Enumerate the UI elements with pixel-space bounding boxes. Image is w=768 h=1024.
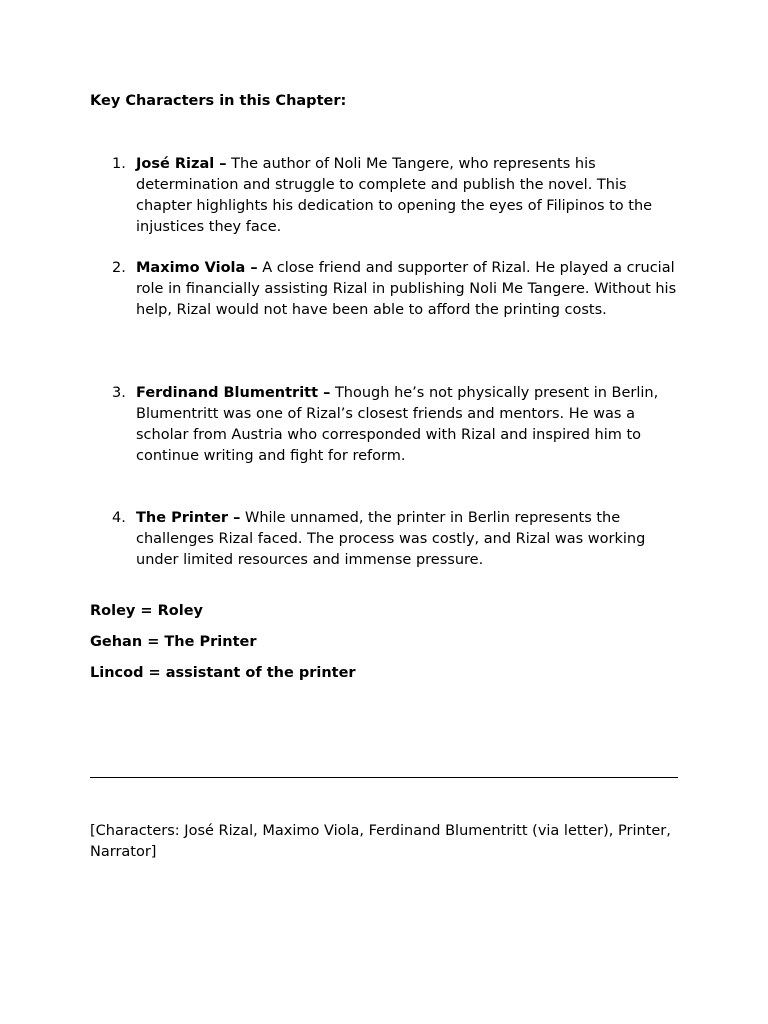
- character-name: The Printer –: [136, 510, 241, 526]
- character-entry: [136, 383, 680, 467]
- character-description: While unnamed, the printer in Berlin represents the challenges Rizal faced. The process was costly, and Rizal was working under limited resources and immense pressure.: [136, 510, 646, 568]
- list-number: 1.: [112, 156, 126, 172]
- character-description: A close friend and supporter of Rizal. He played a crucial role in financially assisting Rizal in publishing Noli Me Tangere. Without his help, Rizal would not have been able to afford the printing costs.: [136, 260, 677, 318]
- character-description: Though he’s not physically present in Berlin, Blumentritt was one of Rizal’s closest friends and mentors. He was a scholar from Austria who corresponded with Rizal and inspired him to continue writing and fight for reform.: [136, 385, 659, 464]
- characters-note: [Characters: José Rizal, Maximo Viola, Ferdinand Blumentritt (via letter), Printer, Narrator]: [90, 823, 671, 860]
- role-assignment: Gehan = The Printer: [90, 634, 257, 650]
- character-entry: [136, 154, 680, 238]
- character-list-item: [90, 154, 680, 238]
- character-name: Maximo Viola –: [136, 260, 258, 276]
- character-description: The author of Noli Me Tangere, who represents his determination and struggle to complete and publish the novel. This chapter highlights his dedication to opening the eyes of Filipinos to the injustices they face.: [136, 156, 653, 235]
- character-list-item: [90, 258, 680, 321]
- list-number: 3.: [112, 385, 126, 401]
- role-assignment: Lincod = assistant of the printer: [90, 665, 356, 681]
- character-name: José Rizal –: [136, 156, 227, 172]
- character-list-item: [90, 383, 680, 467]
- section-heading: Key Characters in this Chapter:: [90, 93, 347, 109]
- character-entry: [136, 258, 680, 321]
- role-assignment: Roley = Roley: [90, 603, 204, 619]
- horizontal-divider: [90, 777, 678, 778]
- list-number: 4.: [112, 510, 126, 526]
- list-number: 2.: [112, 260, 126, 276]
- character-name: Ferdinand Blumentritt –: [136, 385, 331, 401]
- character-list-item: [90, 508, 680, 571]
- character-entry: [136, 508, 680, 571]
